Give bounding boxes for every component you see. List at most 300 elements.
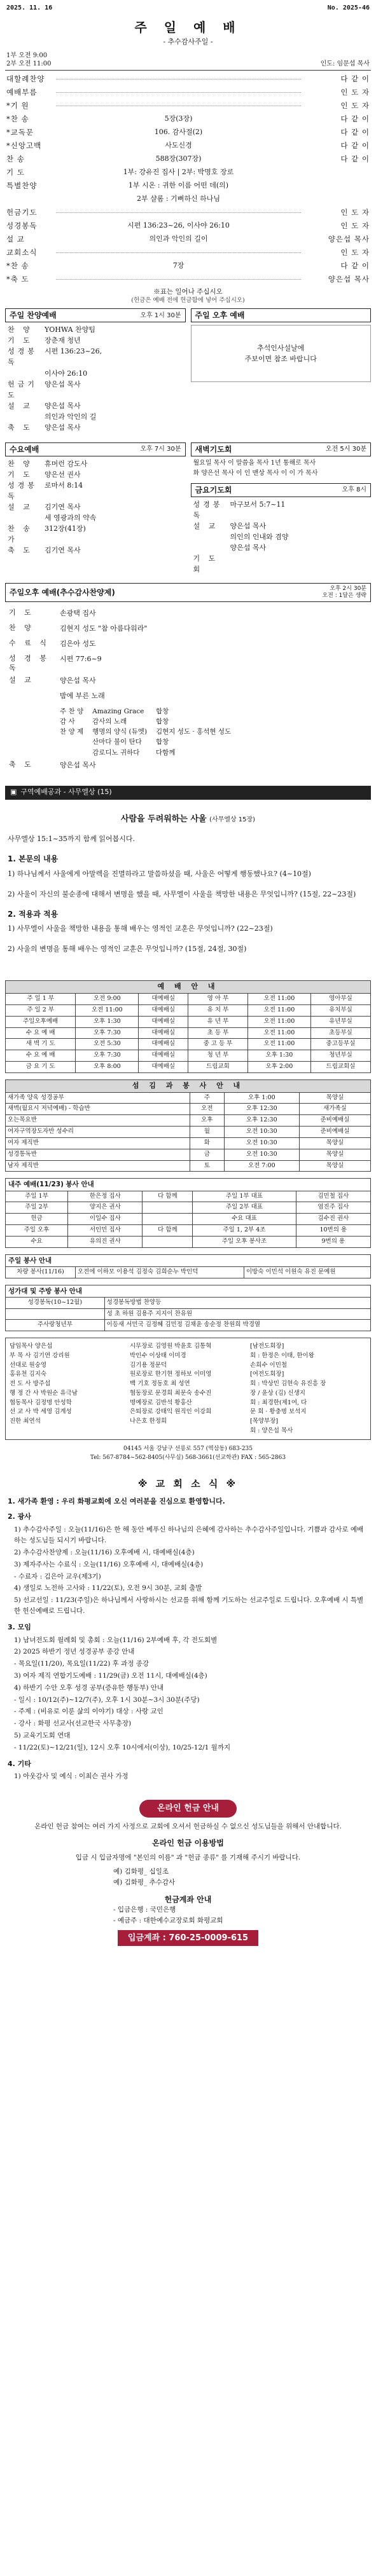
- order-label: *찬 송: [6, 261, 29, 271]
- staff-line: 협동장로 문경희 최문숙 송수진: [130, 1389, 212, 1397]
- service-guide-cell: 준비예배실: [299, 1115, 370, 1127]
- choir-duty-cell: [6, 1308, 105, 1320]
- service-guide-cell: 금: [190, 1149, 224, 1160]
- guide-cell: 주 일 2 부: [6, 1004, 76, 1016]
- service-guide-row: [6, 1104, 371, 1115]
- service-line-value: 마구보서 5:7~11: [230, 500, 286, 509]
- praise-service-title: 주일 찬양예배: [10, 311, 57, 320]
- worship-guide-row: [6, 1016, 371, 1027]
- choir-cell: Amazing Grace: [92, 707, 144, 715]
- service-line: [8, 502, 183, 512]
- week-duty-row: [6, 1214, 371, 1225]
- thanksgiving-label: 수 료 식: [9, 639, 50, 648]
- book-icon: ▣: [10, 788, 17, 797]
- worship-guide-row: [6, 1050, 371, 1062]
- service-line: [8, 401, 183, 411]
- staff-line: 시무장로 김영원 박윤호 김통혁: [130, 1343, 212, 1350]
- guide-cell: 중 고 등 부: [188, 1039, 248, 1050]
- news-item: 3) 제자주사는 수료식 : 오늘(11/16) 오후예배 시, 대예배실(4층): [14, 1560, 204, 1568]
- choir-row: [60, 727, 240, 737]
- friday-time: 오후 8시: [342, 486, 366, 494]
- order-leader-dots: [56, 212, 301, 213]
- order-content: 1부 시온 : 귀한 이름 어떤 데(의): [128, 181, 229, 190]
- news-item: - 일시 : 10/12(주)~12/7(주), 오후 1시 30분~3시 30분(주당): [14, 1696, 200, 1704]
- thanksgiving-label: 설 교: [9, 675, 34, 684]
- order-person: 다 같 이: [340, 141, 370, 151]
- service-line-label: [193, 531, 230, 542]
- guide-cell: 대예배실: [139, 1016, 188, 1027]
- guide-cell: 대예배실: [139, 1062, 188, 1073]
- week-duty-cell: 9번의 용: [296, 1236, 370, 1247]
- order-row: [5, 139, 371, 153]
- service-meta: [5, 51, 371, 68]
- order-person: 다 같 이: [340, 261, 370, 271]
- sermon-question: 1) 사무엘이 사울을 책망한 내용을 통해 배우는 영적인 교훈은 무엇입니까? (22~23절): [8, 924, 273, 933]
- order-content: 2부 샬롬 : 기뻐하신 하나님: [137, 195, 220, 203]
- choir-row: [60, 716, 240, 727]
- choir-cell: 감로디노 귀하다: [92, 748, 140, 757]
- guide-cell: 영 아 부: [188, 994, 248, 1005]
- service-line-value: 양은섭 목사: [45, 423, 81, 432]
- news-item: 1) 추수감사주일 : 오늘(11/16)은 한 해 동안 베푸신 하나님의 은혜에 감사하는 추수감사주일입니다. 기쁨과 감사로 예배하는 성도님들 되시기 바랍니다.: [14, 1526, 364, 1545]
- service-line-value: 312장(41장): [45, 524, 86, 533]
- staff-line: 백 기호 정동호 최 성연: [130, 1380, 190, 1388]
- order-label: 교회소식: [6, 248, 38, 257]
- order-row: [5, 86, 371, 99]
- service-line-value: 양은섭 목사: [45, 380, 81, 388]
- staff-line: [여전도회장]: [250, 1371, 284, 1378]
- news-item: - 11/22(토)~12/21(일), 12시 오후 10시에서(이상), 10/25-12/1 월까지: [14, 1743, 231, 1751]
- news-item: - 주제 : (비유로 이룬 삶의 이야기) 대상 : 사랑 교인: [14, 1708, 164, 1716]
- guide-cell: 유 년 부: [188, 1016, 248, 1027]
- guide-cell: 대예배실: [139, 1004, 188, 1016]
- service-line: [8, 523, 183, 545]
- sermon-heading-2: 2. 적용과 적용: [8, 909, 59, 919]
- order-note: ※표는 일어나 주십시오: [153, 288, 223, 296]
- service-guide-cell: 목양실: [299, 1137, 370, 1149]
- order-label: 설 교: [6, 235, 25, 244]
- order-content: 시편 136:23~26, 이사야 26:10: [127, 221, 230, 230]
- service-line-value: 양은선 권사: [45, 470, 81, 479]
- service-guide-cell: 오는목요반: [6, 1115, 190, 1127]
- order-person: 인 도 자: [340, 208, 370, 217]
- service-line: [193, 542, 369, 553]
- order-row: [5, 153, 371, 166]
- week-duty-cell: 주일 1부 대표: [193, 1191, 296, 1202]
- news-item: 3) 여자 제직 연합기도예배 : 11/29(금) 오전 11시, 대예배실(4층): [14, 1671, 207, 1680]
- guide-cell: 드림교회: [188, 1062, 248, 1073]
- guide-cell: 오전 9:00: [76, 994, 139, 1005]
- service-guide-cell: 여자구역장도자반 성수리: [6, 1127, 190, 1138]
- service-guide-cell: 목양실: [299, 1149, 370, 1160]
- order-row: [5, 259, 371, 273]
- service-guide-table: [5, 1079, 371, 1172]
- service-line-label: 성경봉독: [193, 500, 223, 519]
- staff-col-1: [10, 1342, 126, 1435]
- service-guide-row: [6, 1160, 371, 1172]
- order-row: [5, 113, 371, 126]
- staff-line: 선 교 사 박 세영 김계성: [10, 1408, 72, 1416]
- thanksgiving-label: 찬 양: [9, 624, 34, 633]
- service-line-label: 축 도: [8, 423, 33, 432]
- news-item: - 목요일(11/20), 목요일(11/22) 후 과정 종강: [14, 1660, 150, 1668]
- page-subtitle: - 추수감사주일 -: [163, 37, 213, 46]
- news-item: - 수료자 : 김은아 교우(제3기): [14, 1572, 101, 1580]
- worship-guide-row: [6, 1004, 371, 1016]
- guide-cell: 오전 11:00: [247, 1027, 310, 1039]
- service-guide-cell: 오전 10:30: [224, 1127, 299, 1138]
- service-line: [8, 368, 183, 379]
- service-line-value: 시편 136:23~26,: [45, 347, 102, 356]
- thanksgiving-value: 양은섭 목사: [60, 676, 96, 685]
- order-row: [5, 179, 371, 193]
- staff-line: 손희수 이민철: [250, 1361, 288, 1369]
- friday-header: [191, 483, 372, 497]
- week-duty-cell: 수요: [6, 1236, 68, 1247]
- service-line: [8, 324, 183, 335]
- choir-cell: 합창: [155, 738, 169, 746]
- service-guide-cell: 남자 제직반: [6, 1160, 190, 1172]
- choir-duty-cell: 이등새 서민국 김정혜 김민정 김채윤 송순정 찬원희 박경열: [104, 1320, 370, 1331]
- week-duty-row: [6, 1202, 371, 1214]
- order-leader-dots: [56, 252, 301, 253]
- staff-line: 회 : 최경한(제1여, 다: [250, 1399, 307, 1406]
- guide-cell: 유 치 부: [188, 1004, 248, 1016]
- service-line-label: [8, 368, 45, 379]
- service-line-value: 김기연 목사: [45, 502, 81, 511]
- service-line-value: 휴머런 감도사: [45, 459, 88, 468]
- service-line-label: 찬 양: [8, 459, 33, 468]
- order-label: *교독문: [6, 128, 34, 137]
- choir-duty-cell: 성경봉독방법 찬양등: [104, 1297, 370, 1308]
- staff-line: 부 목 사 김기연 강리원: [10, 1352, 70, 1359]
- dawn-friday: [191, 442, 372, 577]
- order-person: 다 같 이: [340, 128, 370, 137]
- order-content: 의인과 악인의 길이: [149, 235, 208, 243]
- thanksgiving-value: 김현지 성도 "참 아름다워라": [60, 624, 148, 633]
- staff-line: 문 회 · 황충명 보석지: [250, 1408, 307, 1416]
- choir-cell: 합창: [155, 707, 169, 715]
- service-guide-cell: 오후 1:00: [224, 1092, 299, 1104]
- choir-cell: 다함께: [155, 748, 176, 757]
- wednesday-time: 오후 7시 30분: [140, 446, 181, 453]
- week-duty-cell: 수요 대표: [193, 1214, 296, 1225]
- offering-duty-cell: 차량 봉사(11/16): [6, 1266, 76, 1278]
- staff-line: 명예장로 김반석 황홍산: [130, 1399, 192, 1406]
- order-content: 5장(3장): [164, 114, 193, 123]
- service-line: [8, 469, 183, 480]
- order-label: *찬 송: [6, 114, 29, 124]
- week-duty-cell: 주일 2부: [6, 1202, 68, 1214]
- thanksgiving-value: 손광택 집사: [60, 609, 96, 618]
- choir-row: [60, 737, 240, 747]
- service-guide-cell: 오전 7:00: [224, 1160, 299, 1172]
- guide-cell: 중고등부실: [310, 1039, 370, 1050]
- order-person: 다 같 이: [340, 114, 370, 124]
- order-row: [5, 273, 371, 286]
- choir-row: [60, 706, 240, 716]
- offering-note: (헌금은 예배 전에 헌금함에 넣어 주십시오): [131, 296, 245, 304]
- news-item: 4) 생일로 노전하 고사와 : 11/22(토), 오전 9시 30분, 교회 출발: [14, 1584, 202, 1593]
- dawn-note-2: 화 양은선 목사 이 인 맨상 목사 이 이 가 목사: [193, 469, 318, 477]
- week-duty-cell: 엄진주 집사: [296, 1202, 370, 1214]
- service-line-value: 로마서 8:14: [45, 481, 83, 490]
- staff-col-2: [130, 1342, 246, 1435]
- order-label: 성경봉독: [6, 221, 38, 231]
- guide-cell: 대예배실: [139, 1039, 188, 1050]
- guide-cell: 유년부실: [310, 1016, 370, 1027]
- service-line-label: 설 교: [8, 401, 33, 410]
- staff-line: 회 : 한정은 이태, 한이왕: [250, 1352, 314, 1359]
- thanksgiving-title: 주일오후 예배(추수감사찬양제): [10, 588, 115, 598]
- staff-line: 회 : 박상민 김현숙 유진흥 장: [250, 1380, 326, 1388]
- guide-cell: 오후 7:30: [76, 1027, 139, 1039]
- staff-line: 나은호 한정희: [130, 1417, 167, 1425]
- service-line-value: 세 영광과의 약속: [45, 514, 97, 523]
- offering-duty-cell: 이방숙 이민석 이원숙 유진 문예원: [244, 1266, 370, 1278]
- service-row-2: [5, 442, 371, 577]
- offering-method-title: 온라인 헌금 이용방법: [152, 1839, 224, 1848]
- order-label: 대할례찬양: [6, 74, 45, 84]
- wednesday-service: [5, 442, 186, 577]
- service-line: [193, 531, 369, 542]
- guide-cell: 유치부실: [310, 1004, 370, 1016]
- guide-cell: 오후 1:30: [76, 1016, 139, 1027]
- service-guide-cell: 화: [190, 1137, 224, 1149]
- week-duty-cell: [143, 1236, 193, 1247]
- choir-duty-table: [5, 1297, 371, 1331]
- week-duty-cell: 이일수 집사: [68, 1214, 143, 1225]
- order-leader-dots: [56, 279, 301, 280]
- guide-cell: 오후 7:30: [76, 1050, 139, 1062]
- choir-duty-row: [6, 1297, 371, 1308]
- guide-cell: 드림교회실: [310, 1062, 370, 1073]
- staff-line: 전 도 사 방주섭: [10, 1380, 51, 1388]
- thanksgiving-row: [9, 689, 367, 704]
- thanksgiving-value: 밤에 부른 노래: [60, 691, 105, 700]
- news-item: 4) 하반기 수안 오후 성경 공부(증유한 행동부) 안내: [14, 1683, 164, 1692]
- week-duty-cell: 주일 오후 봉사조: [193, 1236, 296, 1247]
- staff-line: 협동목사 김정명 안성학: [10, 1399, 72, 1406]
- news-heading: 2. 광사: [8, 1512, 31, 1521]
- order-person: 다 같 이: [340, 74, 370, 84]
- week-duty-table: [5, 1191, 371, 1248]
- service-line-value: 양은섭 목사: [230, 521, 267, 530]
- week-duty-cell: 다 함께: [143, 1224, 193, 1236]
- choir-cell: 주 찬 양: [60, 707, 84, 715]
- order-person: 다 같 이: [340, 154, 370, 164]
- service-line-label: [8, 411, 45, 422]
- thanksgiving-time: [322, 586, 366, 600]
- guide-cell: 대예배실: [139, 994, 188, 1005]
- news-item: 5) 교육기도회 연대: [14, 1731, 71, 1739]
- service-line: [8, 335, 183, 346]
- bless-row: [9, 758, 367, 773]
- service-guide-cell: 오전 10:30: [224, 1149, 299, 1160]
- guide-cell: 오후 2:00: [247, 1062, 310, 1073]
- wednesday-body: [5, 456, 186, 558]
- choir-duty-cell: 성경봉독(10~12월): [6, 1297, 105, 1308]
- guide-cell: 청 년 부: [188, 1050, 248, 1062]
- thanksgiving-row: [9, 621, 367, 636]
- thanksgiving-body: [5, 602, 371, 777]
- service-guide-row: [6, 1149, 371, 1160]
- news-title: ※ 교 회 소 식 ※: [137, 1478, 239, 1490]
- service-guide-row: [6, 1115, 371, 1127]
- service-line-label: 기 도: [8, 470, 33, 479]
- week-duty-cell: 주일 1부: [6, 1191, 68, 1202]
- worship-guide-row: [6, 1062, 371, 1073]
- dawn-time: 오전 5시 30분: [325, 446, 366, 453]
- account-title: 헌금계좌 안내: [164, 1895, 212, 1905]
- order-label: 헌금기도: [6, 208, 38, 217]
- order-label: *신앙고백: [6, 141, 42, 151]
- thanksgiving-time-1: 오후 2시 30분: [330, 585, 366, 592]
- order-person: 인 도 자: [340, 248, 370, 257]
- week-duty-cell: 헌금: [6, 1214, 68, 1225]
- offering-example-2: 예) 김화평_ 추수감사: [113, 1879, 176, 1887]
- worship-guide-caption: 예 배 안 내: [6, 981, 371, 994]
- order-row: [5, 206, 371, 219]
- week-duty-cell: 주일 1, 2부 4조: [193, 1224, 296, 1236]
- service-guide-cell: 새가족 양육 성경공부: [6, 1092, 190, 1104]
- week-duty-cell: 서인민 집사: [68, 1224, 143, 1236]
- presider: 인도: 임문섭 목사: [320, 60, 370, 67]
- choir-duty-row: [6, 1308, 371, 1320]
- staff-line: 행 정 간 사 박원순 유극남: [10, 1389, 78, 1397]
- choir-cell: 합창: [155, 717, 169, 725]
- week-duty-cell: 주일 2부 대표: [193, 1202, 296, 1214]
- order-row: [5, 166, 371, 179]
- worship-guide-row: [6, 1039, 371, 1050]
- choir-cell: [60, 748, 92, 758]
- choir-cell: 찬 양 제: [60, 728, 84, 736]
- order-label: 특별찬양: [6, 181, 38, 191]
- dawn-note-1: 월요일 목사 이 말씀을 목사 1년 통해로 목사: [193, 459, 316, 467]
- news-item: 1) 아웃감사 및 예식 : 이최슨 권사 가정: [14, 1772, 129, 1781]
- choir-cell: 산마다 불이 탄다: [92, 738, 142, 746]
- service-line-label: 설 교: [8, 502, 33, 511]
- service-time-2: 2부 오전 11:00: [6, 60, 52, 68]
- offering-duty-cell: 오전에 이하모 이용석 김정숙 김희순누 박인덕: [75, 1266, 244, 1278]
- service-line-value: 양은섭 목사: [230, 543, 267, 552]
- staff-line: 김기용 정문덕: [130, 1361, 167, 1369]
- week-duty-row: [6, 1236, 371, 1247]
- news-item: - 강사 : 화평 선교사(선교한국 사무총장): [14, 1720, 132, 1728]
- service-line-value: 의인의 인내와 겸양: [230, 532, 289, 541]
- service-guide-cell: 월: [190, 1127, 224, 1138]
- dawn-title: 새벽기도회: [195, 444, 232, 454]
- service-line-label: 기 도: [8, 336, 33, 345]
- praise-service-header: [5, 308, 186, 322]
- thanksgiving-row: [9, 673, 367, 689]
- choir-duty-cell: 성 초 하원 김용주 지지이 찬유원: [104, 1308, 370, 1320]
- sermon-questions-1: [5, 868, 371, 900]
- order-leader-dots: [56, 92, 301, 93]
- thanksgiving-rows: [9, 606, 367, 704]
- sermon-question: 1) 하나님께서 사울에게 아말렉을 진멸하라고 말씀하셨을 때, 사울은 어떻게 행동했나요? (4~10절): [8, 869, 311, 878]
- sermon-title: [5, 814, 371, 825]
- service-guide-cell: 여자 제직반: [6, 1137, 190, 1149]
- guide-cell: 주 일 1 부: [6, 994, 76, 1005]
- staff-list: [5, 1338, 371, 1440]
- week-duty-cell: 양지은 권사: [68, 1202, 143, 1214]
- news-item: 2) 추수감사찬양제 : 오늘(11/16) 오후예배 시, 대예배실(4층): [14, 1548, 195, 1556]
- week-duty-title: 내주 예배(11/23) 봉사 안내: [5, 1178, 371, 1190]
- service-guide-cell: 목양실: [299, 1160, 370, 1172]
- afternoon-service-title: 주일 오후 예배: [195, 311, 245, 320]
- sermon-questions-2: [5, 923, 371, 955]
- thanksgiving-header: [5, 583, 371, 602]
- thanksgiving-time-2: 오전 : 1달은 생략: [322, 593, 366, 599]
- service-guide-cell: 오후: [190, 1115, 224, 1127]
- news-item: 2) 2025 하반기 정년 성경공부 종강 안내: [14, 1648, 135, 1656]
- news-item: 1) 남녀전도회 월례회 및 총회 : 오늘(11/16) 2부예배 후, 각 전도회별: [14, 1636, 218, 1644]
- week-duty-cell: [143, 1214, 193, 1225]
- service-line-value: 양은섭 목사: [45, 401, 81, 410]
- service-line-label: 성경봉독: [8, 481, 38, 500]
- guide-cell: 오전 11:00: [247, 1004, 310, 1016]
- service-guide-cell: 주: [190, 1092, 224, 1104]
- account-number: 입금계좌 : 760-25-0009-615: [118, 1930, 258, 1947]
- service-guide-row: [6, 1127, 371, 1138]
- sermon-question: 2) 사울이 자신의 불순종에 대해서 변명을 했을 때, 사무엘이 사울을 책망한 내용은 무엇입니까? (15절, 22~23절): [8, 889, 356, 898]
- service-line-label: 축 도: [8, 546, 33, 555]
- choir-cell: 감 사: [60, 717, 75, 725]
- service-line-value: 김기연 목사: [45, 546, 81, 555]
- account-holder: - 예금주 : 대한예수교장로회 화평교회: [113, 1917, 223, 1925]
- order-content: 7장: [172, 261, 185, 270]
- order-row: [5, 99, 371, 113]
- service-guide-cell: 오후 12:30: [224, 1104, 299, 1115]
- service-line: [8, 458, 183, 469]
- staff-line: 담임목사 양은섭: [10, 1343, 53, 1350]
- worship-guide-row: [6, 1027, 371, 1039]
- thanksgiving-row: [9, 652, 367, 673]
- service-line: [193, 499, 369, 521]
- guide-cell: 초등부실: [310, 1027, 370, 1039]
- week-duty-cell: [143, 1202, 193, 1214]
- service-guide-cell: 토: [190, 1160, 224, 1172]
- guide-cell: 오전 5:30: [76, 1039, 139, 1050]
- thanksgiving-row: [9, 606, 367, 621]
- bank-name: - 입금은행 : 국민은행: [113, 1906, 176, 1914]
- thanksgiving-label: 기 도: [9, 608, 34, 617]
- guide-cell: 초 등 부: [188, 1027, 248, 1039]
- guide-cell: 오전 11:00: [247, 1039, 310, 1050]
- bless-label: 축 도: [9, 760, 34, 769]
- choir-row: [9, 704, 367, 758]
- order-person: 인 도 자: [340, 221, 370, 231]
- order-person: 양은섭 목사: [328, 235, 370, 244]
- choir-cell: 김현지 성도 · 홍석현 성도: [155, 728, 232, 736]
- service-line-value: [230, 553, 369, 575]
- service-line-value: YOHWA 찬양팀: [45, 325, 95, 334]
- service-guide-caption: 섬 김 과 봉 사 안 내: [6, 1079, 371, 1092]
- news-heading: 4. 기타: [8, 1759, 31, 1768]
- service-line-label: 헌금기도: [8, 380, 38, 399]
- week-duty-row: [6, 1224, 371, 1236]
- service-line-label: 찬 양: [8, 325, 33, 334]
- staff-col-3: [250, 1342, 366, 1435]
- guide-cell: 새 벽 기 도: [6, 1039, 76, 1050]
- thanksgiving-value: 김은아 성도: [60, 640, 96, 648]
- service-guide-row: [6, 1092, 371, 1104]
- sermon-bar-label: 구역예배공과 - 사무엘상 (15): [20, 788, 112, 797]
- service-guide-cell: 오전: [190, 1104, 224, 1115]
- choir-table: [60, 706, 240, 758]
- order-row: [5, 219, 371, 233]
